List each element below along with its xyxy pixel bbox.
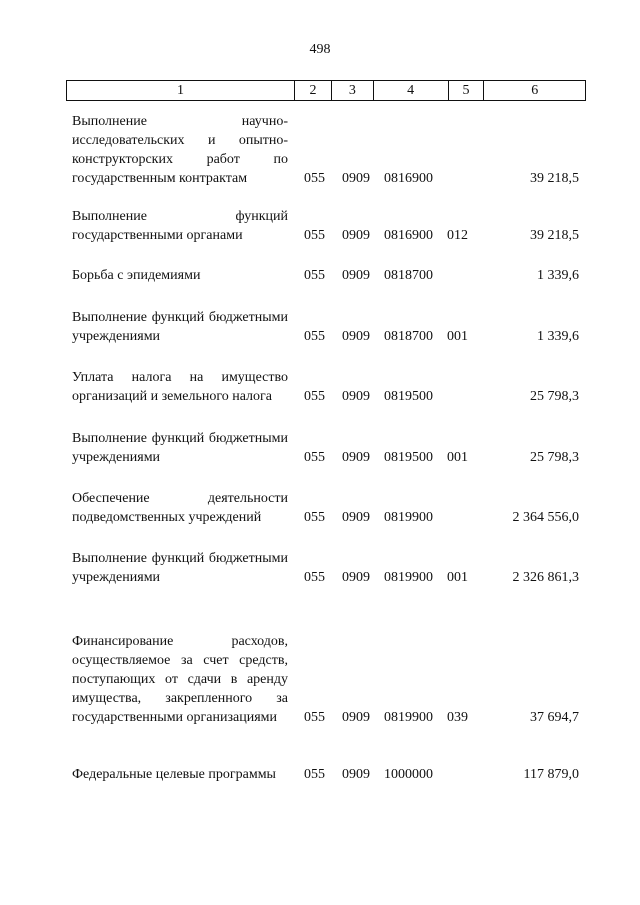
- header-col-6: 6: [531, 83, 539, 98]
- row-col-5: 001: [447, 329, 468, 344]
- row-col-6: 2 326 861,3: [512, 570, 579, 585]
- row-col-6: 39 218,5: [530, 228, 579, 243]
- row-description: Выполнение научно-исследовательских и опытно-конструкторских работ по государственным контрактам: [72, 114, 288, 186]
- row-col-3: 0909: [342, 329, 370, 344]
- row-col-4: 0818700: [384, 268, 433, 283]
- row-col-4: 0819900: [384, 570, 433, 585]
- table-row: [0, 744, 640, 784]
- row-col-6: 39 218,5: [530, 171, 579, 186]
- row-col-2: 055: [304, 710, 325, 725]
- row-col-2: 055: [304, 389, 325, 404]
- row-col-4: 0819500: [384, 450, 433, 465]
- row-col-2: 055: [304, 171, 325, 186]
- table-row: [0, 366, 640, 406]
- row-col-4: 0816900: [384, 171, 433, 186]
- row-col-6: 25 798,3: [530, 389, 579, 404]
- header-col-5: 5: [449, 81, 485, 100]
- row-description: Выполнение функций бюджетными учреждениями: [72, 310, 288, 344]
- row-description: Обеспечение деятельности подведомственных учреждений: [72, 491, 288, 525]
- table-row: [0, 112, 640, 188]
- row-col-4: 1000000: [384, 767, 433, 782]
- row-col-3: 0909: [342, 450, 370, 465]
- row-col-3: 0909: [342, 268, 370, 283]
- table-row: [0, 547, 640, 587]
- row-col-5: 001: [447, 450, 468, 465]
- row-description: Борьба с эпидемиями: [72, 268, 201, 283]
- row-col-4: 0819900: [384, 510, 433, 525]
- table-header: [66, 80, 586, 101]
- row-col-2: 055: [304, 228, 325, 243]
- row-col-3: 0909: [342, 389, 370, 404]
- row-col-3: 0909: [342, 767, 370, 782]
- row-col-3: 0909: [342, 710, 370, 725]
- row-col-3: 0909: [342, 171, 370, 186]
- row-col-2: 055: [304, 510, 325, 525]
- header-col-2: 2: [295, 81, 332, 100]
- page-number: 498: [309, 42, 331, 57]
- row-col-6: 117 879,0: [523, 767, 579, 782]
- row-description: Уплата налога на имущество организаций и земельного налога: [72, 370, 288, 404]
- row-col-4: 0818700: [384, 329, 433, 344]
- row-description: Выполнение функций государственными органами: [72, 209, 288, 243]
- row-col-3: 0909: [342, 570, 370, 585]
- row-col-2: 055: [304, 570, 325, 585]
- row-description: Выполнение функций бюджетными учреждениями: [72, 551, 288, 585]
- row-col-6: 1 339,6: [537, 329, 579, 344]
- row-col-2: 055: [304, 329, 325, 344]
- row-col-2: 055: [304, 767, 325, 782]
- row-col-5: 001: [447, 570, 468, 585]
- row-description: Федеральные целевые программы: [72, 767, 276, 782]
- table-row: [0, 205, 640, 245]
- row-col-4: 0819900: [384, 710, 433, 725]
- table-row: [0, 487, 640, 527]
- row-col-6: 25 798,3: [530, 450, 579, 465]
- row-description: Финансирование расходов, осуществляемое за счет средств, поступающих от сдачи в аренду имущества, закрепленного за государственными организациями: [72, 634, 288, 725]
- row-col-2: 055: [304, 450, 325, 465]
- header-col-3: 3: [332, 81, 374, 100]
- row-col-6: 37 694,7: [530, 710, 579, 725]
- table-row: [0, 264, 640, 285]
- row-col-4: 0816900: [384, 228, 433, 243]
- row-col-2: 055: [304, 268, 325, 283]
- row-col-4: 0819500: [384, 389, 433, 404]
- header-col-4: 4: [374, 81, 449, 100]
- row-col-5: 012: [447, 228, 468, 243]
- row-col-3: 0909: [342, 510, 370, 525]
- table-row: [0, 621, 640, 727]
- row-col-5: 039: [447, 710, 468, 725]
- row-col-6: 2 364 556,0: [512, 510, 579, 525]
- table-row: [0, 427, 640, 467]
- row-col-6: 1 339,6: [537, 268, 579, 283]
- row-col-3: 0909: [342, 228, 370, 243]
- header-col-1: 1: [67, 81, 295, 100]
- table-row: [0, 306, 640, 346]
- row-description: Выполнение функций бюджетными учреждениями: [72, 431, 288, 465]
